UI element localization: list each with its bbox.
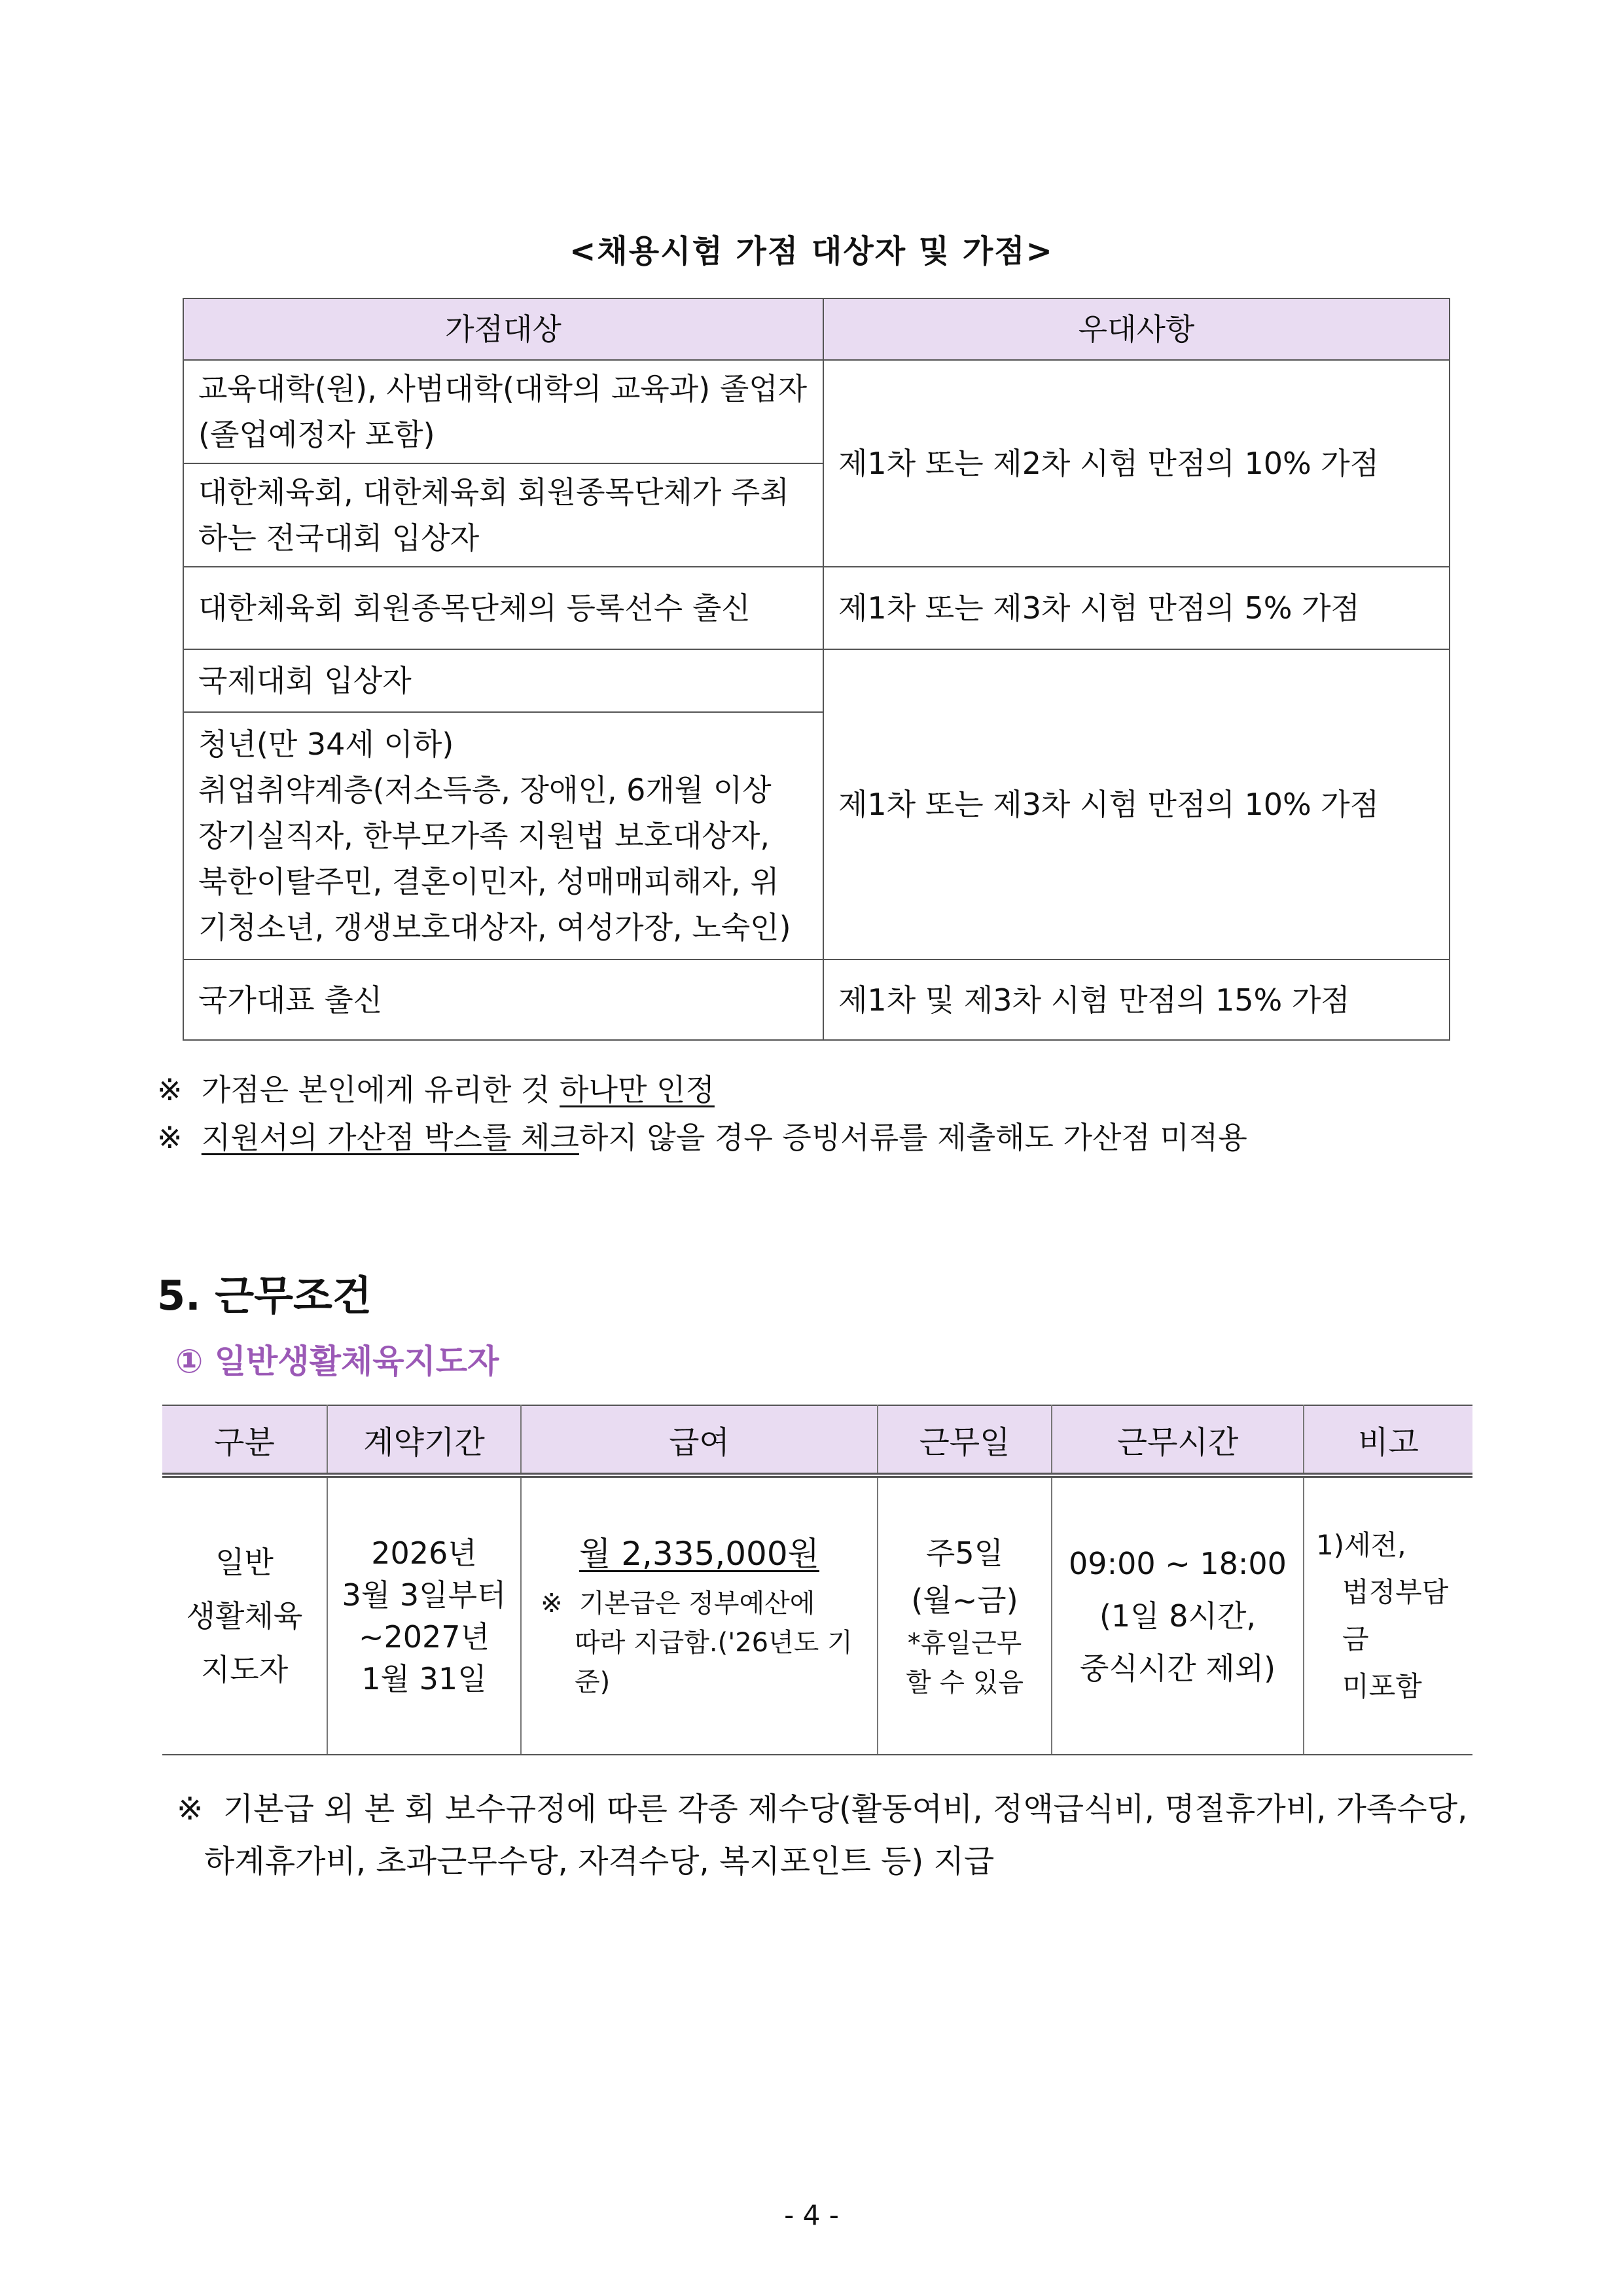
- bonus-points-table: [183, 298, 1450, 1041]
- table-row: [183, 360, 1450, 463]
- salary-note-mark: ※: [541, 1588, 563, 1619]
- table-header-row: [183, 298, 1450, 360]
- cell-line: 주5일: [925, 1535, 1004, 1571]
- footnote-mark: ※: [177, 1791, 204, 1827]
- footnote-line: 하계휴가비, 초과근무수당, 자격수당, 복지포인트 등) 지급: [204, 1843, 995, 1880]
- table-caption: <채용시험 가점 대상자 및 가점>: [569, 233, 1054, 270]
- remarks-cell: [1304, 1475, 1472, 1755]
- cell-line: 지도자: [200, 1652, 289, 1687]
- footnote-line: 기본급 외 본 회 보수규정에 따른 각종 제수당(활동여비, 정액급식비, 명절휴가비, 가족수당,: [223, 1791, 1468, 1827]
- workdays-cell: [878, 1475, 1052, 1755]
- cell-line: (월~금): [911, 1583, 1018, 1618]
- cell-line: *휴일근무: [907, 1628, 1022, 1659]
- note-1: [157, 1070, 715, 1109]
- section-title: 5. 근무조건: [157, 1272, 372, 1319]
- table-header-row: [162, 1405, 1472, 1475]
- benefit-cell: 제1차 또는 제3차 시험 만점의 10% 가점: [823, 649, 1450, 960]
- cell-line: 할 수 있음: [906, 1668, 1024, 1698]
- cell-line: 법정부담금: [1342, 1576, 1449, 1655]
- salary-cell: [521, 1475, 878, 1755]
- table-row: [183, 649, 1450, 712]
- table-row: [183, 567, 1450, 649]
- header-category: 구분: [162, 1405, 327, 1475]
- benefit-cell: 제1차 및 제3차 시험 만점의 15% 가점: [823, 960, 1450, 1040]
- cell-line: ~2027년: [358, 1619, 490, 1655]
- salary-note: 따라 지급함.('26년도 기준): [575, 1628, 853, 1697]
- header-benefit: 우대사항: [823, 298, 1450, 360]
- header-period: 계약기간: [327, 1405, 521, 1475]
- target-cell: 국제대회 입상자: [183, 649, 823, 712]
- target-line: 청년(만 34세 이하): [198, 726, 454, 762]
- note-2: [157, 1118, 1247, 1157]
- cell-line: 일반: [215, 1545, 274, 1580]
- header-remarks: 비고: [1304, 1405, 1472, 1475]
- footnote: [177, 1783, 1467, 1888]
- note-underlined: 하나만 인정: [560, 1072, 715, 1107]
- target-cell: 교육대학(원), 사범대학(대학의 교육과) 졸업자 (졸업예정자 포함): [183, 360, 823, 463]
- cell-line: 1월 31일: [361, 1661, 487, 1696]
- benefit-cell: 제1차 또는 제2차 시험 만점의 10% 가점: [823, 360, 1450, 567]
- note-text: 가점은 본인에게 유리한 것: [201, 1072, 560, 1107]
- target-cell: 국가대표 출신: [183, 960, 823, 1040]
- work-conditions-table: [162, 1405, 1472, 1755]
- category-cell: [162, 1475, 327, 1755]
- cell-line: 09:00 ~ 18:00: [1069, 1546, 1287, 1581]
- benefit-cell: 제1차 또는 제3차 시험 만점의 5% 가점: [823, 567, 1450, 649]
- hours-cell: [1052, 1475, 1304, 1755]
- cell-line: (1일 8시간,: [1099, 1598, 1257, 1634]
- header-hours: 근무시간: [1052, 1405, 1304, 1475]
- target-line: 취업취약계층(저소득층, 장애인, 6개월 이상 장기실직자, 한부모가족 지원법 보호대상자, 북한이탈주민, 결혼이민자, 성매매피해자, 위기청소년, 갱생보호대상자, 여성가장, 노숙인): [198, 772, 791, 945]
- section-subtitle: ① 일반생활체육지도자: [175, 1342, 499, 1380]
- note-mark: ※: [157, 1072, 183, 1107]
- note-mark: ※: [157, 1120, 183, 1155]
- cell-line: 미포함: [1342, 1670, 1422, 1702]
- page-number: - 4 -: [784, 2199, 839, 2231]
- cell-line: 생활체육: [186, 1598, 303, 1634]
- cell-line: 3월 3일부터: [342, 1577, 507, 1613]
- target-cell: 대한체육회, 대한체육회 회원종목단체가 주최하는 전국대회 입상자: [183, 463, 823, 567]
- header-salary: 급여: [521, 1405, 878, 1475]
- note-underlined: 지원서의 가산점 박스를 체크: [201, 1120, 579, 1155]
- target-cell: [183, 712, 823, 960]
- cell-line: 2026년: [371, 1535, 477, 1571]
- salary-note: 기본급은 정부예산에: [579, 1588, 815, 1619]
- table-row: [183, 960, 1450, 1040]
- period-cell: [327, 1475, 521, 1755]
- table-row: [162, 1475, 1472, 1755]
- cell-line: 1)세전,: [1316, 1529, 1406, 1561]
- salary-amount: 월 2,335,000원: [579, 1535, 819, 1573]
- cell-line: 중식시간 제외): [1079, 1651, 1276, 1686]
- note-text: 하지 않을 경우 증빙서류를 제출해도 가산점 미적용: [579, 1120, 1247, 1155]
- header-workdays: 근무일: [878, 1405, 1052, 1475]
- target-cell: 대한체육회 회원종목단체의 등록선수 출신: [183, 567, 823, 649]
- header-target: 가점대상: [183, 298, 823, 360]
